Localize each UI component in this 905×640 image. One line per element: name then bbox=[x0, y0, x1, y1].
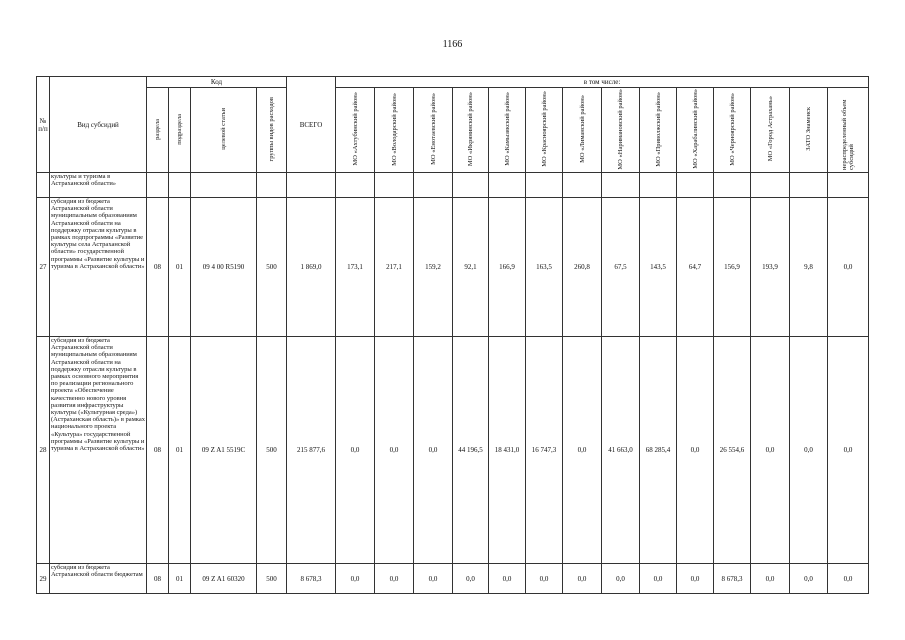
district-header-1 bbox=[375, 88, 414, 173]
group-code: 500 bbox=[257, 198, 287, 337]
district-value: 0,0 bbox=[828, 564, 869, 594]
district-value: 143,5 bbox=[640, 198, 677, 337]
table-row bbox=[37, 198, 869, 337]
district-value: 0,0 bbox=[751, 337, 790, 564]
district-value: 0,0 bbox=[375, 564, 414, 594]
including-header: в том числе: bbox=[336, 77, 869, 88]
district-value: 41 663,0 bbox=[602, 337, 640, 564]
district-value bbox=[790, 173, 828, 198]
district-value bbox=[640, 173, 677, 198]
article-code: 09 Z A1 60320 bbox=[191, 564, 257, 594]
page-number: 1166 bbox=[442, 39, 463, 50]
subsidy-table bbox=[36, 76, 869, 594]
total-value: 1 869,0 bbox=[287, 198, 336, 337]
article-header-label: целевой статьи bbox=[220, 108, 227, 150]
district-header-9 bbox=[677, 88, 714, 173]
name-header: Вид субсидий bbox=[50, 77, 147, 173]
article-code: 09 4 00 R5190 bbox=[191, 198, 257, 337]
row-number bbox=[37, 173, 50, 198]
district-header-10-label: МО «Черноярский район» bbox=[728, 92, 736, 166]
subsidy-name: субсидия из бюджета Астраханской области муниципальным образованиям Астраханской области на поддержку отрасли культуры в рамках основного мероприятия по реализации регионального проекта «Обеспечение качественно нового уровня развития инфраструктуры культуры («Культурная среда») (Астраханская область)» в рамках национального проекта «Культура» государственной программы «Развитие культуры и туризма в Астраханской области» bbox=[50, 337, 147, 564]
district-header-6-label: МО «Лиманский район» bbox=[578, 95, 586, 163]
district-header-11-label: МО «Город Астрахань» bbox=[766, 96, 774, 162]
district-value: 0,0 bbox=[602, 564, 640, 594]
district-header-5 bbox=[526, 88, 563, 173]
district-value bbox=[453, 173, 489, 198]
district-value: 0,0 bbox=[790, 337, 828, 564]
district-header-8-label: МО «Приволжский район» bbox=[654, 91, 662, 167]
district-header-0-label: МО «Ахтубинский район» bbox=[351, 92, 359, 166]
district-value bbox=[526, 173, 563, 198]
subsection-code bbox=[169, 173, 191, 198]
subsidy-name: культуры и туризма в Астраханской области» bbox=[50, 173, 147, 198]
district-header-6 bbox=[563, 88, 602, 173]
district-header-10 bbox=[714, 88, 751, 173]
district-value: 16 747,3 bbox=[526, 337, 563, 564]
district-value: 0,0 bbox=[640, 564, 677, 594]
district-header-12-label: ЗАТО Знаменск bbox=[805, 107, 812, 151]
code-header: Код bbox=[147, 77, 287, 88]
district-header-7-label: МО «Наримановский район» bbox=[617, 88, 624, 170]
district-value: 0,0 bbox=[563, 564, 602, 594]
district-value: 0,0 bbox=[751, 564, 790, 594]
district-header-11 bbox=[751, 88, 790, 173]
district-value: 0,0 bbox=[336, 564, 375, 594]
district-header-4 bbox=[489, 88, 526, 173]
district-value: 44 196,5 bbox=[453, 337, 489, 564]
district-value: 26 554,6 bbox=[714, 337, 751, 564]
subsection-header-label: подраздела bbox=[176, 113, 183, 145]
district-value bbox=[336, 173, 375, 198]
district-value: 92,1 bbox=[453, 198, 489, 337]
district-value: 68 285,4 bbox=[640, 337, 677, 564]
total-value: 8 678,3 bbox=[287, 564, 336, 594]
subsection-code: 01 bbox=[169, 337, 191, 564]
district-header-9-label: МО «Харабалинский район» bbox=[691, 89, 699, 169]
district-value: 0,0 bbox=[828, 198, 869, 337]
section-header-label: раздела bbox=[154, 118, 161, 140]
district-value: 156,9 bbox=[714, 198, 751, 337]
district-value bbox=[714, 173, 751, 198]
district-value: 173,1 bbox=[336, 198, 375, 337]
district-value bbox=[828, 173, 869, 198]
section-code bbox=[147, 173, 169, 198]
district-value: 0,0 bbox=[489, 564, 526, 594]
district-value: 0,0 bbox=[677, 564, 714, 594]
article-code bbox=[191, 173, 257, 198]
subsection-code: 01 bbox=[169, 564, 191, 594]
section-header bbox=[147, 88, 169, 173]
district-value bbox=[563, 173, 602, 198]
district-header-0 bbox=[336, 88, 375, 173]
district-header-7 bbox=[602, 88, 640, 173]
row-number: 29 bbox=[37, 564, 50, 594]
district-header-8 bbox=[640, 88, 677, 173]
article-header bbox=[191, 88, 257, 173]
group-header bbox=[257, 88, 287, 173]
district-value: 163,5 bbox=[526, 198, 563, 337]
group-header-label: группы видов расходов bbox=[268, 96, 275, 162]
district-header-13 bbox=[828, 88, 869, 173]
subsection-header bbox=[169, 88, 191, 173]
group-code bbox=[257, 173, 287, 198]
district-header-13-label: нераспределенный объем субсидий bbox=[841, 99, 856, 170]
district-value bbox=[489, 173, 526, 198]
district-value: 0,0 bbox=[414, 337, 453, 564]
group-code: 500 bbox=[257, 337, 287, 564]
district-value: 193,9 bbox=[751, 198, 790, 337]
section-code: 08 bbox=[147, 337, 169, 564]
district-value: 0,0 bbox=[677, 337, 714, 564]
section-code: 08 bbox=[147, 564, 169, 594]
district-value: 0,0 bbox=[375, 337, 414, 564]
table-row bbox=[37, 173, 869, 198]
subsidy-name: субсидия из бюджета Астраханской области бюджетам bbox=[50, 564, 147, 594]
district-value bbox=[751, 173, 790, 198]
district-header-4-label: МО «Камызякский район» bbox=[503, 92, 511, 166]
district-header-2 bbox=[414, 88, 453, 173]
district-value: 0,0 bbox=[828, 337, 869, 564]
district-value: 217,1 bbox=[375, 198, 414, 337]
district-value bbox=[375, 173, 414, 198]
district-value: 0,0 bbox=[526, 564, 563, 594]
district-header-1-label: МО «Володарский район» bbox=[390, 92, 398, 166]
total-value bbox=[287, 173, 336, 198]
district-value bbox=[414, 173, 453, 198]
total-value: 215 877,6 bbox=[287, 337, 336, 564]
district-value: 159,2 bbox=[414, 198, 453, 337]
district-header-12 bbox=[790, 88, 828, 173]
subsidy-name: субсидия из бюджета Астраханской области муниципальным образованиям Астраханской области на поддержку отрасли культуры в рамках подпрограммы «Развитие культуры села Астраханской области» государственной программы «Развитие культуры и туризма в Астраханской области» bbox=[50, 198, 147, 337]
total-header: ВСЕГО bbox=[287, 77, 336, 173]
district-value: 0,0 bbox=[790, 564, 828, 594]
table-row bbox=[37, 564, 869, 594]
district-value bbox=[677, 173, 714, 198]
district-value: 0,0 bbox=[336, 337, 375, 564]
section-code: 08 bbox=[147, 198, 169, 337]
num-header: № п/п bbox=[37, 77, 50, 173]
row-number: 28 bbox=[37, 337, 50, 564]
article-code: 09 Z A1 5519C bbox=[191, 337, 257, 564]
district-header-3 bbox=[453, 88, 489, 173]
district-value: 9,8 bbox=[790, 198, 828, 337]
district-value: 260,8 bbox=[563, 198, 602, 337]
district-value: 8 678,3 bbox=[714, 564, 751, 594]
district-value: 64,7 bbox=[677, 198, 714, 337]
district-value: 0,0 bbox=[563, 337, 602, 564]
group-code: 500 bbox=[257, 564, 287, 594]
district-value: 0,0 bbox=[414, 564, 453, 594]
table-row bbox=[37, 337, 869, 564]
district-value: 0,0 bbox=[453, 564, 489, 594]
district-value bbox=[602, 173, 640, 198]
row-number: 27 bbox=[37, 198, 50, 337]
district-header-3-label: МО «Икрянинский район» bbox=[467, 91, 474, 167]
district-value: 166,9 bbox=[489, 198, 526, 337]
district-header-2-label: МО «Енотаевский район» bbox=[429, 93, 437, 165]
district-header-5-label: МО «Красноярский район» bbox=[540, 91, 548, 167]
district-value: 67,5 bbox=[602, 198, 640, 337]
district-value: 18 431,0 bbox=[489, 337, 526, 564]
subsection-code: 01 bbox=[169, 198, 191, 337]
